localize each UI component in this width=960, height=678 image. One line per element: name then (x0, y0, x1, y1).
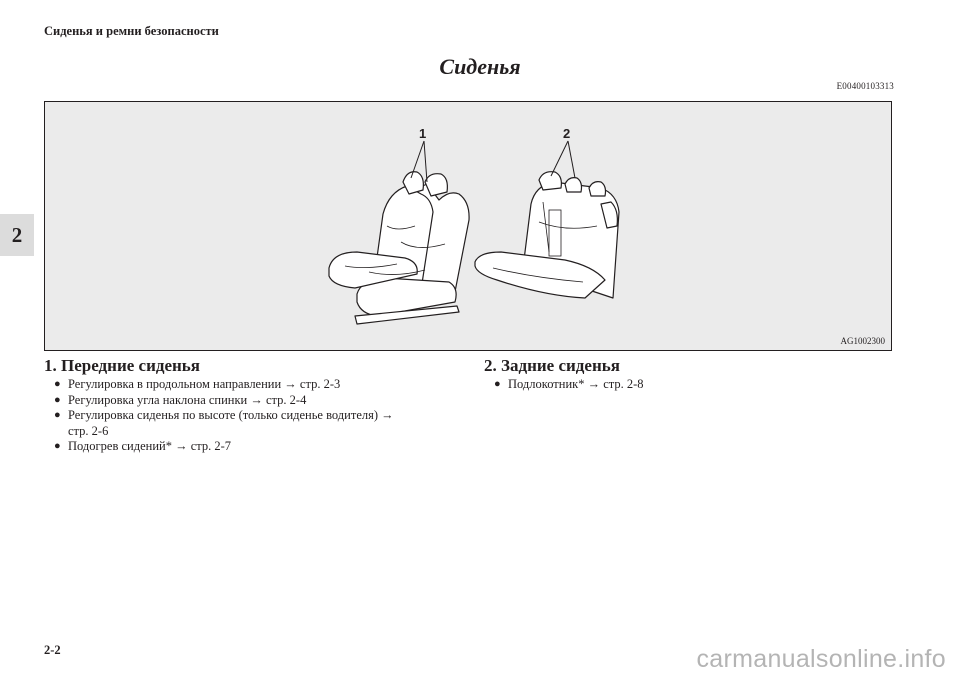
list-item[interactable]: ● Регулировка в продольном направлении → стр. 2-3 (54, 377, 341, 391)
section-front-seats (44, 356, 464, 455)
section-heading: 1. Передние сиденья (44, 356, 200, 375)
seats-drawing (45, 102, 893, 352)
rear-headrest-right (589, 182, 606, 196)
list-item[interactable]: ● Подогрев сидений* → стр. 2-7 (54, 439, 232, 453)
page-number: 2-2 (44, 643, 61, 657)
bullet-icon: ● (54, 378, 61, 390)
callout-2: 2 (563, 126, 571, 141)
bullet-icon: ● (494, 378, 501, 390)
figure-code: AG1002300 (840, 336, 885, 346)
running-header: Сиденья и ремни безопасности (44, 24, 219, 38)
seats-illustration (44, 101, 892, 351)
bullet-icon: ● (54, 440, 61, 452)
rear-headrest-middle (565, 178, 582, 192)
section-rear-seats (484, 356, 884, 393)
callout-1: 1 (419, 126, 427, 141)
list-item-continuation[interactable]: стр. 2-6 (68, 423, 109, 438)
bullet-icon: ● (54, 393, 61, 406)
list-item[interactable]: ● Подлокотник* → стр. 2-8 (494, 377, 644, 391)
bullet-icon: ● (54, 409, 61, 421)
document-code: E00400103313 (836, 81, 894, 91)
rear-headrest-left (539, 172, 561, 190)
chapter-tab[interactable]: 2 (0, 214, 34, 256)
watermark: carmanualsonline.info (696, 645, 946, 673)
section-heading: 2. Задние сиденья (484, 356, 620, 375)
list-item[interactable]: ● Регулировка угла наклона спинки → стр. 2-4 (54, 392, 307, 407)
page-title: Сиденья (439, 54, 521, 79)
list-item[interactable]: ● Регулировка сиденья по высоте (только сиденье водителя) → (54, 408, 394, 422)
